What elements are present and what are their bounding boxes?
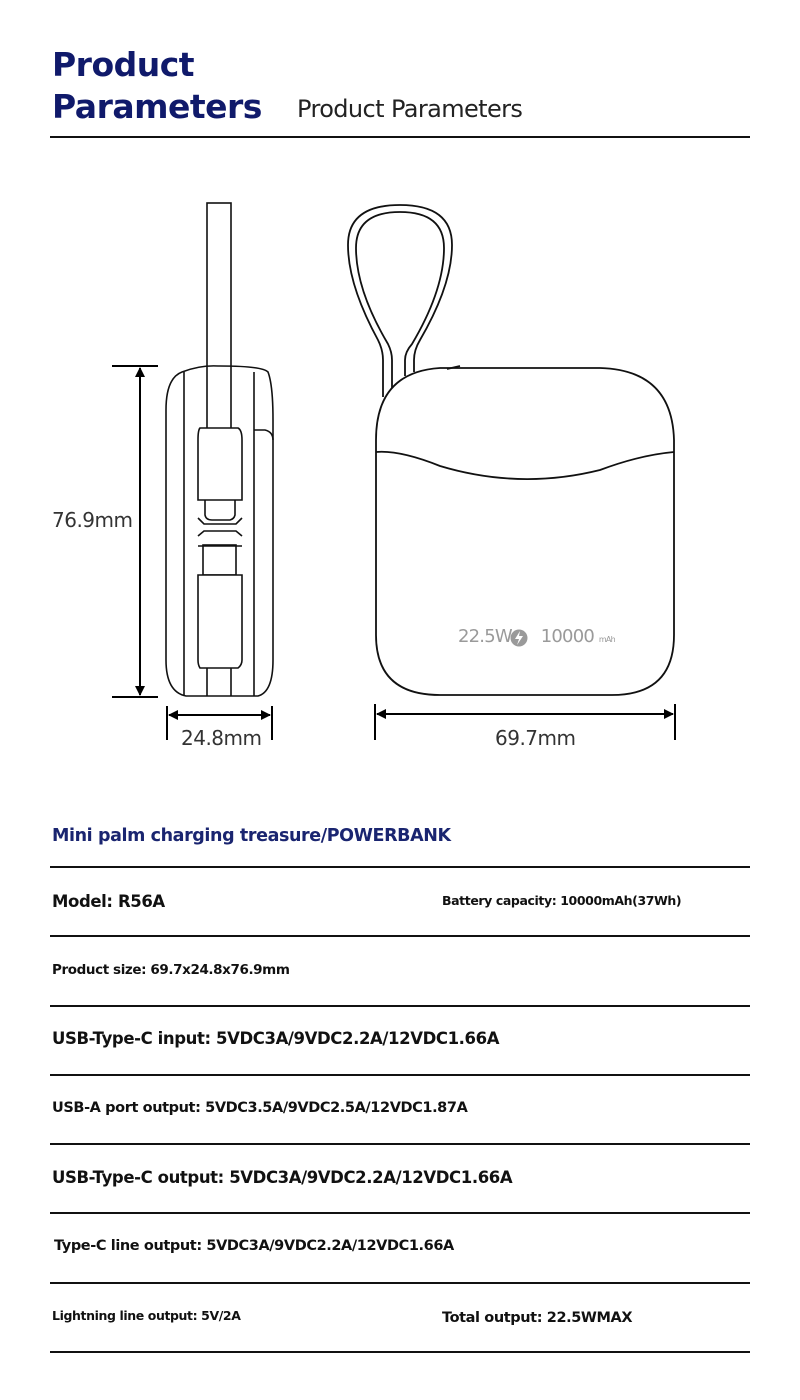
spec-usb-c-output: USB-Type-C output: 5VDC3A/9VDC2.2A/12VDC1.66A xyxy=(52,1168,513,1187)
height-dimension-label: 76.9mm xyxy=(52,508,133,532)
spec-lightning-line-output: Lightning line output: 5V/2A xyxy=(52,1308,241,1323)
spec-usb-c-input: USB-Type-C input: 5VDC3A/9VDC2.2A/12VDC1.66A xyxy=(52,1029,500,1048)
spec-divider xyxy=(50,1074,750,1076)
page-title-line1: Product xyxy=(52,45,195,84)
spec-type-c-line-output: Type-C line output: 5VDC3A/9VDC2.2A/12VDC1.66A xyxy=(54,1238,454,1254)
page-subtitle: Product Parameters xyxy=(297,95,523,123)
spec-product-size: Product size: 69.7x24.8x76.9mm xyxy=(52,962,290,978)
spec-divider xyxy=(50,1351,750,1353)
device-print-power: 22.5W xyxy=(458,626,512,647)
side-view-drawing xyxy=(166,203,273,696)
width-dimension-label: 69.7mm xyxy=(495,726,576,750)
spec-divider xyxy=(50,935,750,937)
specs-divider xyxy=(50,866,750,868)
device-print-capacity: 10000 xyxy=(540,626,594,647)
page-title-line2: Parameters xyxy=(52,87,262,126)
spec-divider xyxy=(50,1212,750,1214)
front-view-drawing xyxy=(348,205,674,695)
spec-battery-capacity: Battery capacity: 10000mAh(37Wh) xyxy=(442,893,682,908)
spec-divider xyxy=(50,1143,750,1145)
spec-usb-a-output: USB-A port output: 5VDC3.5A/9VDC2.5A/12VDC1.87A xyxy=(52,1100,468,1116)
spec-divider xyxy=(50,1005,750,1007)
depth-dimension-label: 24.8mm xyxy=(181,726,262,750)
device-print-label xyxy=(458,626,615,647)
spec-divider xyxy=(50,1282,750,1284)
spec-total-output: Total output: 22.5WMAX xyxy=(442,1310,633,1326)
device-print-unit: mAh xyxy=(598,635,615,644)
spec-model: Model: R56A xyxy=(52,892,165,911)
specs-section-title: Mini palm charging treasure/POWERBANK xyxy=(52,826,451,846)
